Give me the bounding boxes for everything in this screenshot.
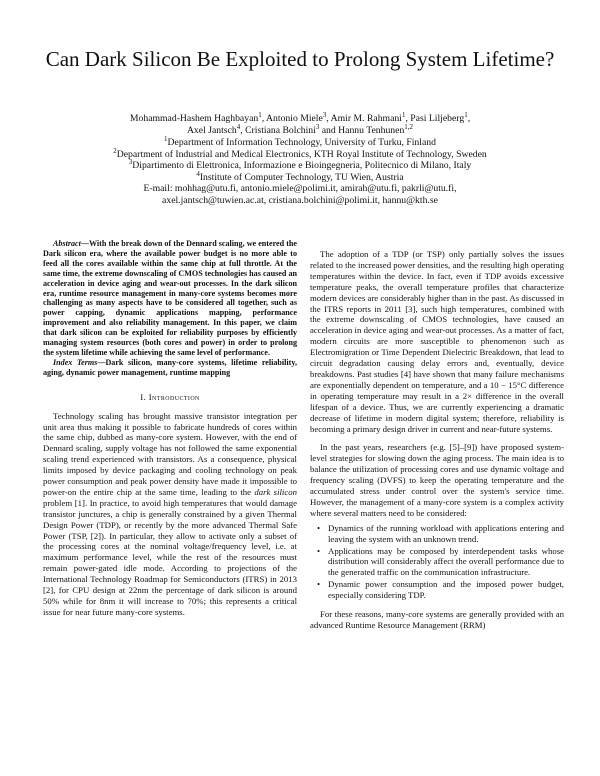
body-paragraph: The adoption of a TDP (or TSP) only partially solves the issues related to the increased power densities, and the resulting high operating temperatures within the device. In fact, even if TDP avoids excessive temperature peaks, the overall temperature profiles that characterize modern devices are considerably higher than in the past. As discussed in the ITRS reports in 2011 [3], such high temperatures, combined with the extreme downscaling of CMOS technologies, have caused an acceleration in device aging and wear-out processes. As a matter of fact, modern circuits are more susceptible to phenomenon such as Electromigration or Time Dependent Dielectric Breakdown, that lead to circuit degradation causing delay errors and, eventually, device breakdowns. Past studies [4] have shown that many failure mechanisms are exponentially dependent on temperature, and a 10 − 15°C difference in operating temperature may result in a 2× difference in the overall lifespan of a device. Thus, we are currently experiencing a dramatic decrease of lifetime in modern digital system; therefore, reliability is becoming a primary design driver in current and near-future systems. [310, 249, 564, 434]
author-sup: 1,2 [404, 122, 414, 131]
right-column [310, 249, 564, 631]
index-terms-lead: Index Terms [53, 357, 98, 367]
affiliation-3 [30, 160, 570, 172]
list-item-text: Dynamic power consumption and the imposed power budget, especially considering TDP. [328, 579, 564, 601]
paper-title: Can Dark Silicon Be Exploited to Prolong System Lifetime? [45, 47, 555, 71]
email-line-2: axel.jantsch@tuwien.ac.at, cristiana.bolchini@polimi.it, hannu@kth.se [162, 194, 438, 206]
email-line-1: E-mail: mohhag@utu.fi, antonio.miele@polimi.it, amirah@utu.fi, pakrli@utu.fi, [143, 183, 457, 195]
bullet-icon: • [317, 579, 321, 590]
affiliation-sup: 2 [113, 146, 117, 155]
author-name: Mohammad-Hashem Haghbayan [129, 113, 259, 124]
affiliation-text: Department of Industrial and Medical Electronics, KTH Royal Institute of Technology, Sweden [116, 148, 487, 160]
author-line-2: Axel Jantsch$^4$, Cristiana Bolchini$^3$ and Hannu Tenhunen$^{1,2}$ [186, 122, 414, 136]
paragraph-text: problem [1]. In practice, to avoid high temperatures that would damage transistor junctures, a chip is generally constrained by a given Thermal Design Power (TDP), or recently by the more advanced Thermal Safe Power (TSP, [2]). In particular, they allow to activate only a subset of the processing cores at the nominal voltage/frequency level, i.e. at maximum performance level, while the rest of the resources must remain power-gated idle mode. According to projections of the International Technology Roadmap for Semiconductors (ITRS) in 2013 [2], for CPU design at 22nm the percentage of dark silicon is around 50% while for 8nm it will increase to 70%; this represents a critical issue for near future many-core systems. [43, 497, 297, 617]
author-name: and Hannu Tenhunen [321, 124, 405, 136]
list-item-text: Dynamics of the running workload with applications entering and leaving the system with an unknown trend. [328, 522, 564, 544]
affiliation-sup: 1 [164, 134, 168, 143]
affiliation-text: Institute of Computer Technology, TU Wien, Austria [199, 171, 404, 183]
author-sup: 4 [236, 122, 241, 131]
author-sup: 3 [322, 111, 327, 119]
author-sup: 1 [258, 111, 262, 119]
bullet-icon: • [317, 522, 321, 533]
bullet-icon: • [317, 545, 321, 556]
author-name: Amir M. Rahmani [330, 113, 402, 124]
abstract [43, 239, 297, 358]
list-item-text: Applications may be composed by interdependent tasks whose distribution will considerably affect the overall performance due to the generated traffic on the communication infrastructure. [328, 545, 564, 578]
author-block [30, 113, 570, 207]
emphasis-text: dark silicon [254, 486, 298, 497]
author-sup: 3 [315, 122, 320, 131]
affiliation-sup: 3 [128, 158, 133, 167]
list-item [317, 579, 564, 601]
list-item [317, 522, 564, 545]
body-paragraph: In the past years, researchers (e.g. [5]–[9]) have proposed system-level strategies for slowing down the aging process. The main idea is to balance the utilization of processing cores and use dynamic voltage and frequency scaling (DVFS) to keep the operating temperature and the accumulated stress under control over the system's service time. However, the management of a many-core system is a complex activity where several matters need to be considered: [310, 442, 564, 518]
bullet-list [310, 523, 564, 601]
abstract-text: —With the break down of the Dennard scaling, we entered the Dark silicon era, where the available power budget is no more able to feed all the cores available within the same chip at full throttle. At the same time, the extreme downscaling of CMOS technologies has caused an acceleration in device aging and wear-out processes. In the dark silicon era, runtime resource management in many-core systems becomes more challenging as many aspects have to be considered all together, such as power capping, dynamic applications mapping, performance improvement and also reliability management. In this paper, we claim that dark silicon can be exploited for reliability purposes by efficiently managing system resources (both cores and power) in order to prolong the system lifetime while achieving the same level of performance. [43, 239, 297, 357]
author-sup: 1 [464, 111, 468, 119]
index-terms-text: —Dark silicon, many-core systems, lifetime reliability, aging, dynamic power management, runtime mapping [43, 357, 298, 377]
affiliation-text: Dipartimento di Elettronica, Informazione e Bioingegneria, Politecnico di Milano, Italy [132, 160, 472, 172]
left-column [43, 239, 297, 618]
author-line-1: Mohammad-Hashem Haghbayan$^1$, Antonio Miele$^3$, Amir M. Rahmani$^1$, Pasi Liljeberg$^1$, [129, 111, 471, 124]
abstract-lead: Abstract [53, 239, 81, 248]
body-paragraph: For these reasons, many-core systems are generally provided with an advanced Runtime Resource Management (RRM) [310, 609, 564, 630]
author-name: Cristiana Bolchini [245, 124, 316, 136]
author-name: Pasi Liljeberg [410, 113, 465, 124]
author-name: Antonio Miele [266, 113, 323, 124]
paragraph-text: Technology scaling has brought massive transistor integration per unit area thus making it possible to fabricate hundreds of cores within the same chip, dubbed as many-core system. However, with the end of Dennard scaling, supply voltage has not followed the same exponential scaling trend experienced with transistors. As a consequence, physical limits imposed by device packaging and cooling technology on peak power consumption and peak power density have made it impossible to power-on the entire chip at the same time, leading to the [43, 410, 297, 497]
affiliation-sup: 4 [196, 169, 200, 178]
intro-paragraph [43, 411, 297, 618]
list-item [317, 545, 564, 579]
affiliation-text: Department of Information Technology, University of Turku, Finland [167, 136, 436, 148]
affiliation-1 [30, 134, 570, 149]
author-name: Axel Jantsch [186, 124, 237, 136]
affiliation-4 [30, 169, 570, 184]
affiliation-2 [30, 146, 570, 161]
section-heading: I. Introduction [140, 391, 200, 402]
author-sup: 1 [401, 111, 406, 119]
index-terms [43, 358, 297, 378]
